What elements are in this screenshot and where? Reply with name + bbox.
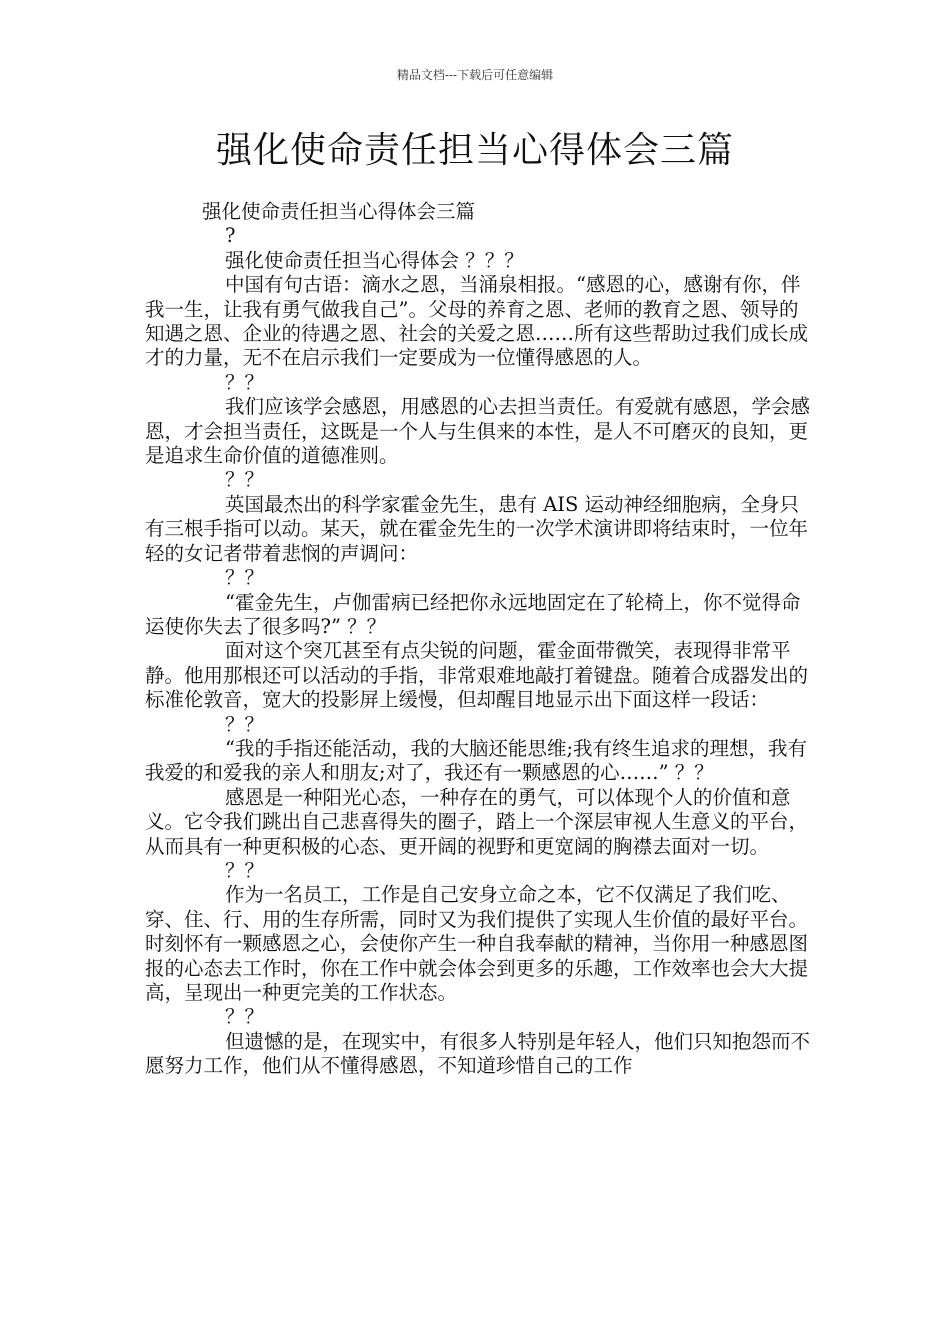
document-body (145, 200, 815, 1079)
page-watermark: 精品文档---下载后可任意编辑 (396, 68, 554, 82)
document-subtitle: 强化使命责任担当心得体会三篇 (202, 200, 476, 223)
paragraph-7: 感恩是一种阳光心态，一种存在的勇气，可以体现个人的价值和意义。它令我们跳出自己悲喜得失的圈子，踏上一个深层审视人生意义的平台，从而具有一种更积极的心态、更开阔的视野和更宽阔的胸襟去面对一切。 (145, 785, 809, 858)
paragraph-4: “霍金先生，卢伽雷病已经把你永远地固定在了轮椅上，你不觉得命运使你失去了很多吗?” ？？ (145, 590, 801, 638)
placeholder-marks: ？？ (225, 566, 265, 590)
placeholder-marks: ？？ (225, 712, 265, 736)
paragraph-9: 但遗憾的是，在现实中，有很多人特别是年轻人，他们只知抱怨而不愿努力工作，他们从不懂得感恩，不知道珍惜自己的工作 (145, 1029, 811, 1078)
paragraph-1: 中国有句古语：滴水之恩，当涌泉相报。“感恩的心，感谢有你，伴我一生，让我有勇气做我自己”。父母的养育之恩、老师的教育之恩、领导的知遇之恩、企业的待遇之恩、社会的关爱之恩……所有这些帮助过我们成长成才的力量，无不在启示我们一定要成为一位懂得感恩的人。 (145, 273, 809, 370)
paragraph-6: “我的手指还能活动，我的大脑还能思维;我有终生追求的理想，我有我爱的和爱我的亲人和朋友;对了，我还有一颗感恩的心……” ？？ (145, 736, 808, 785)
document-title: 强化使命责任担当心得体会三篇 (215, 130, 734, 171)
paragraph-2: 我们应该学会感恩，用感恩的心去担当责任。有爱就有感恩，学会感恩，才会担当责任，这既是一个人与生俱来的本性，是人不可磨灭的良知，更是追求生命价值的道德准则。 (145, 395, 811, 468)
placeholder-marks: ？？ (225, 1005, 265, 1029)
paragraph-3: 英国最杰出的科学家霍金先生，患有 AIS 运动神经细胞病，全身只有三根手指可以动。某天，就在霍金先生的一次学术演讲即将结束时，一位年轻的女记者带着悲悯的声调问： (145, 492, 809, 565)
placeholder-marks: ？？ (225, 468, 265, 492)
paragraph-5: 面对这个突兀甚至有点尖锐的问题，霍金面带微笑，表现得非常平静。他用那根还可以活动的手指，非常艰难地敲打着键盘。随着合成器发出的标准伦敦音，宽大的投影屏上缓慢，但却醒目地显示出下面这样一段话： (145, 639, 809, 712)
section-heading: 强化使命责任担当心得体会 ？？？ (225, 248, 524, 272)
placeholder-marks: ？？ (225, 370, 265, 394)
placeholder-marks: ？？ (225, 858, 265, 882)
placeholder-marks: ? (225, 224, 236, 248)
paragraph-8: 作为一名员工，工作是自己安身立命之本，它不仅满足了我们吃、穿、住、行、用的生存所需，同时又为我们提供了实现人生价值的最好平台。时刻怀有一颗感恩之心，会使你产生一种自我奉献的精神，当你用一种感恩图报的心态去工作时，你在工作中就会体会到更多的乐趣，工作效率也会大大提高，呈现出一种更完美的工作状态。 (145, 883, 809, 1004)
